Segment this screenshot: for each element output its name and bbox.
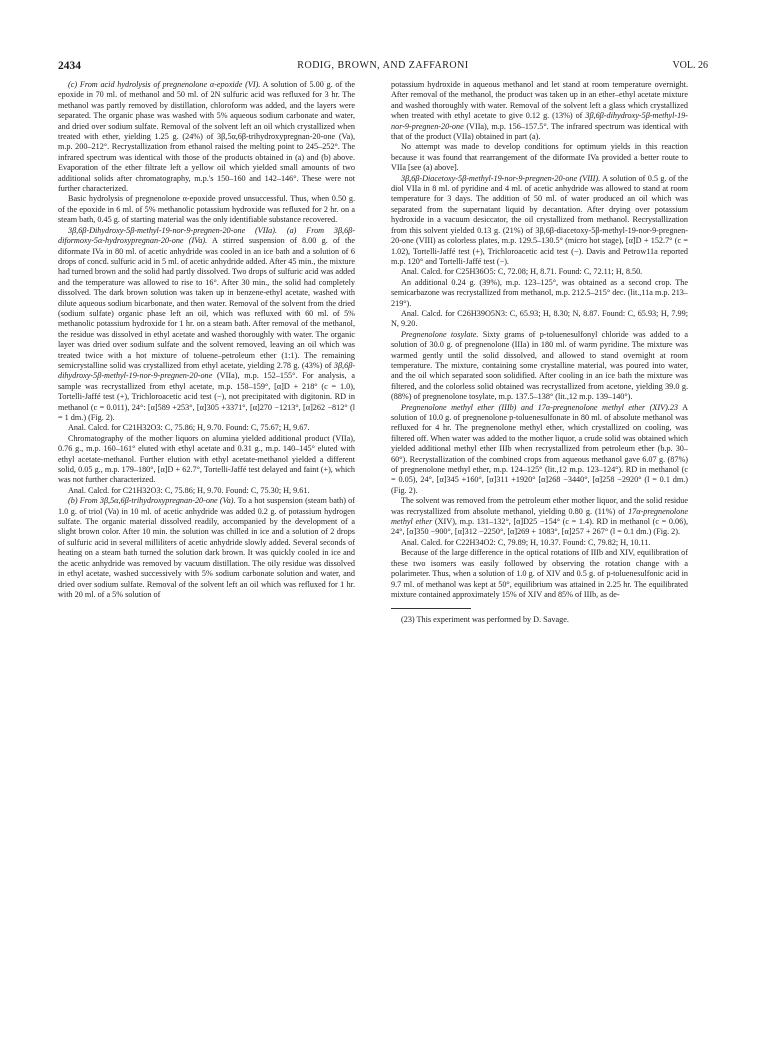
section-heading: 3β,6β-Dihydroxy-5β-methyl-19-nor-9-pregnen-20-one (VIIa). (a) From 3β,6β-diformoxy-5α-hydroxypregnan-20-one (IVa).: [58, 225, 355, 246]
paragraph-text: To a hot suspension (steam bath) of 1.0 g. of triol (Va) in 10 ml. of acetic anhydride was added 0.2 g. of potassium hydrogen sulfate. The organic material dissolved readily, accompanied by the development of a slight brown color. After 10 min. the solution was chilled in ice and a solution of 2 drops of sulfuric acid in several milliliters of acetic anhydride slowly added. Several seconds of heating on a steam bath turned the solution dark brown. It was quickly cooled in ice and the acetic anhydride was removed by vacuum distillation. The oily residue was dissolved in ethyl acetate, washed successively with 5% sodium carbonate solution and water, and dried over sodium sulfate. Removal of the solvent left an oil which was refluxed for 1 hr. with 20 ml. of a 5% solution of: [58, 496, 355, 599]
page-number: 2434: [58, 60, 81, 72]
section-heading: (b) From 3β,5α,6β-trihydroxypregnan-20-one (Va).: [68, 496, 236, 506]
paragraph-text: A solution of 5.00 g. of the epoxide in 70 ml. of methanol and 50 ml. of 2N sulfuric acid was refluxed for 3 hr. The methanol was partly removed by distillation, chloroform was added, and the layers were separated. The organic phase was washed with 5% aqueous sodium carbonate and water, and dried over sodium sulfate. Removal of the solvent left an oil which crystallized when treated with ether, yielding 1.25 g. (24%) of 3β,5α,6β-trihydroxypregnan-20-one (Va), m.p. 200–212°. Recrystallization from ethanol raised the melting point to 245–252°. The infrared spectrum was identical with those of the products obtained in (a) and (b) above. Evaporation of the ether filtrate left a yellow oil which yielded small amounts of two additional solids after chromatography, m.p.'s 150–160 and 142–146°. These were not further characterized.: [58, 80, 355, 194]
paragraph-text: potassium hydroxide in aqueous methanol and let stand at room temperature overnight. After removal of the methanol, the product was taken up in an ether–ethyl acetate mixture and washed thoroughly with water. Removal of the solvent left a glass which crystallized when treated with ethyl acetate to give 0.12 g. (13%) of: [391, 80, 688, 121]
analysis-line: Anal. Calcd. for C21H32O3: C, 75.86; H, 9.70. Found: C, 75.30; H, 9.61.: [68, 485, 310, 495]
section-heading: Pregnenolone tosylate.: [401, 329, 479, 339]
paragraph-second-crop: An additional 0.24 g. (39%), m.p. 123–125°, was obtained as a second crop. The semicarbazone was recrystallized from methanol, m.p. 212.5–215° dec. (lit.,11a m.p. 213–219°).: [391, 277, 688, 308]
footnote: (23) This experiment was performed by D. Savage.: [401, 615, 569, 625]
paragraph-text: A solution of 10.0 g. of pregnenolone p-toluenesulfonate in 80 ml. of absolute methanol was refluxed for 4 hr. The pregnenolone methyl ether, which crystallized on cooling, was filtered off. When water was added to the mother liquor, a crude solid was obtained which yielded additional methyl ether IIIb when recrystallized from petroleum ether (b.p. 30–60°). Recrystallization of the combined crops from aqueous methanol gave 6.07 g. (87%) of pregnenolone methyl ether, m.p. 124–125° (lit.,12 m.p. 123–124°). RD in methanol (c = 0.05), 24°, [α]345 +160°, [α]311 +1920° [α]268 −3440°, [α]258 −2920° (l = 0.1 dm.) (Fig. 2).: [391, 402, 688, 495]
paragraph-text: The solvent was removed from the petroleum ether mother liquor, and the solid residue was recrystallized from absolute methanol, yielding 0.80 g. (11%) of: [391, 496, 688, 516]
paragraph-17alpha: [391, 496, 688, 538]
analysis-line: Anal. Calcd. for C25H36O5: C, 72.08; H, 8.71. Found: C, 72.11; H, 8.50.: [401, 267, 643, 277]
page-header: [58, 60, 708, 76]
paragraph-acid-hydrolysis: [58, 80, 355, 194]
paragraph-tosylate: [391, 330, 688, 403]
paragraph-text: (XIV), m.p. 131–132°, [α]D25 −154° (c = 1.4). RD in methanol (c = 0.06), 24°, [α]350 −900°, [α]312 −2250°, [α]269 + 1083°, [α]257 + 267° (l = 0.1 dm.) (Fig. 2).: [391, 517, 688, 537]
section-heading: 3β,6β-Diacetoxy-5β-methyl-19-nor-9-pregnen-20-one (VIII).: [401, 173, 601, 183]
section-heading: Pregnenolone methyl ether (IIIb) and 17α-pregnenolone methyl ether (XIV).23: [401, 402, 679, 412]
paragraph-basic-hydrolysis: Basic hydrolysis of pregnenolone α-epoxide proved unsuccessful. Thus, when 0.50 g. of the epoxide in 6 ml. of 5% methanolic potassium hydroxide was refluxed for 2 hr. on a steam bath, 0.45 g. of starting material was the only identifiable substance recovered.: [58, 194, 355, 225]
paragraph-continuation: [391, 80, 688, 142]
running-head: RODIG, BROWN, AND ZAFFARONI: [297, 60, 469, 71]
analysis-line: Anal. Calcd. for C21H32O3: C, 75.86; H, 9.70. Found: C, 75.67; H, 9.67.: [68, 423, 310, 433]
paragraph-methyl-ether: [391, 403, 688, 497]
section-heading: (c) From acid hydrolysis of pregnenolone α-epoxide (VI).: [68, 80, 261, 89]
paragraph-chromatography: Chromatography of the mother liquors on alumina yielded additional product (VIIa), 0.76 g., m.p. 160–161° eluted with ethyl acetate and 0.31 g., m.p. 140–145° eluted with ethyl acetate-methanol. Further elution with ethyl acetate-methanol yielded a different solid, 0.05 g., m.p. 179–180°, [α]D + 62.7°, Tortelli-Jaffé test delayed and faint (+), which was not further characterized.: [58, 433, 355, 485]
paragraph-no-attempt: No attempt was made to develop conditions for optimum yields in this reaction because it was found that rearrangement of the diformate IVa provided a better route to VIIa [see (a) above].: [391, 142, 688, 173]
footnote-divider: [391, 608, 471, 609]
compound-name: 3β,6β-dihydroxy-5β-methyl-19-nor-9-pregnen-20-one: [58, 360, 356, 381]
volume-label: VOL. 26: [672, 60, 708, 71]
paragraph-equilibration: Because of the large difference in the optical rotations of IIIb and XIV, equilibration of these two isomers was easily followed by observing the rotation change with a polarimeter. Thus, when a solution of 1.0 g. of XIV and 0.5 g. of p-toluenesulfonic acid in 9.7 ml. of methanol was kept at 50°, equilibrium was attained in 2.25 hr. The equilibrated mixture contained approximately 15% of XIV and 85% of IIIb, as de-: [391, 548, 688, 599]
paragraph-diacetoxy: [391, 174, 688, 268]
right-column: [391, 80, 688, 626]
paragraph-text: (VIIa), m.p. 152–155°. For analysis, a sample was recrystallized from ethyl acetate, m.p. 158–159°, [α]D + 218° (c = 1.0), Tortelli-Jaffé test (+), Trichloroacetic acid test (−), not precipitated with digitonin. RD in methanol (c = 0.011), 24°: [α]589 +253°, [α]305 +3371°, [α]270 −1213°, [α]262 −812° (l = 1 dm.) (Fig. 2).: [58, 371, 356, 422]
paragraph-from-triol: [58, 496, 355, 600]
analysis-line: Anal. Calcd. for C22H34O2: C, 79.89; H, 10.37. Found: C, 79.82; H, 10.11.: [401, 537, 651, 547]
compound-name: 17α-pregnenolone methyl ether: [391, 506, 689, 527]
left-column: [58, 80, 355, 600]
compound-name: 3β,6β-dihydroxy-5β-methyl-19-nor-9-pregnen-20-one: [391, 111, 688, 131]
paragraph-dihydroxy-synthesis: [58, 226, 355, 424]
paragraph-text: A solution of 0.5 g. of the diol VIIa in 8 ml. of pyridine and 4 ml. of acetic anhydride was allowed to stand at room temperature for 3 days. The addition of 50 ml. of water produced an oil which was separated from the supernatant liquid by decantation. After drying over potassium hydroxide in a vacuum desiccator, the oil crystallized from methanol. Recrystallization from this solvent yielded 0.13 g. (21%) of 3β,6β-diacetoxy-5β-methyl-19-nor-9-pregnen-20-one (VIII) as colorless plates, m.p. 129.5–130.5° (micro hot stage), [α]D + 152.7° (c = 1.02), Tortelli-Jaffé test (+), Trichloroacetic acid test (−). Davis and Petrow11a reported m.p. 120° and Tortelli-Jaffé test (−).: [391, 173, 688, 266]
paragraph-text: Sixty grams of p-toluenesulfonyl chloride was added to a solution of 30.0 g. of pregnenolone (IIIa) in 180 ml. of warm pyridine. The mixture was warmed gently until the solid dissolved, and allowed to stand overnight at room temperature. The mixture, containing some crystalline material, was poured into water, and the oil which separated soon solidified. After cooling in an ice bath the mixture was filtered, and the colorless solid obtained was recrystallized from acetone, yielding 39.0 g. (88%) of pregnenolone tosylate, m.p. 137.5–138° (lit.,12 m.p. 139–140°).: [391, 329, 688, 402]
analysis-line: Anal. Calcd. for C26H39O5N3: C, 65.93; H, 8.30; N, 8.87. Found: C, 65.93; H, 7.99; N, 9.20.: [391, 308, 688, 329]
paragraph-text: (VIIa), m.p. 156–157.5°. The infrared spectrum was identical with that of the product (VIIa) obtained in part (a).: [391, 121, 689, 142]
paragraph-text: A stirred suspension of 8.00 g. of the diformate IVa in 80 ml. of acetic anhydride was cooled in an ice bath and a solution of 6 drops of concd. sulfuric acid in 5 ml. of acetic anhydride added. After 45 min., the mixture had turned brown and the solid had partly dissolved. Two drops of sulfuric acid was added and the temperature was allowed to rise to 16°. After 30 min., the solid had completely dissolved. The dark brown solution was taken up in benzene-ethyl acetate, washed with dilute aqueous sodium bicarbonate, and then water. Removal of the solvent from the dried (sodium sulfate) organic phase left an oil, which was refluxed with 60 ml. of 5% methanolic potassium hydroxide for 1 hr. on a steam bath. After removal of the methanol, the residue was dissolved in ethyl acetate and washed thoroughly with water. The organic layer was dried over sodium sulfate and the solvent removed, leaving an oil which was treated twice with a hot mixture of toluene–petroleum ether (1:1). The remaining semicrystalline solid was crystallized from ethyl acetate, yielding 2.78 g. (43%) of: [58, 236, 355, 370]
